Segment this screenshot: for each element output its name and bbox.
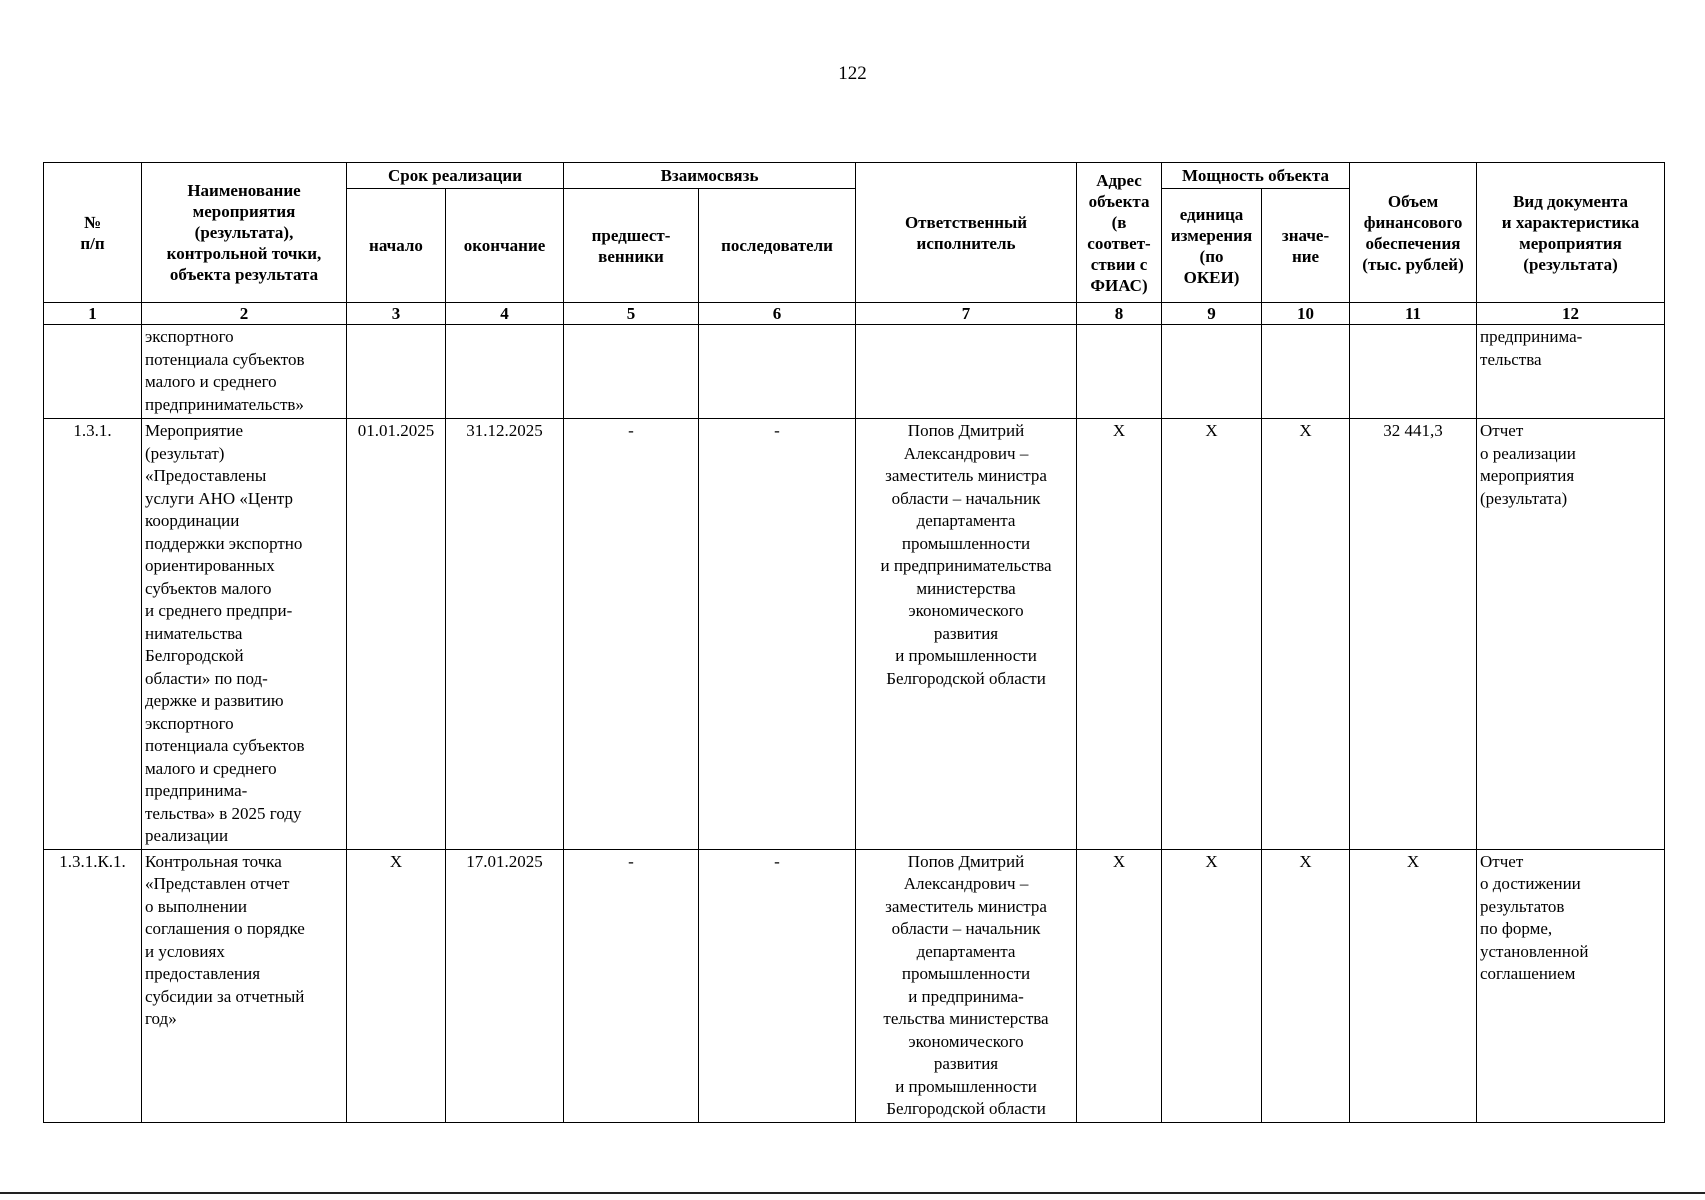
cell-doc-type: Отчет о достижении результатов по форме, установленной соглашением	[1477, 849, 1665, 1122]
cell-name: экспортного потенциала субъектов малого и среднего предпринимательств»	[142, 325, 347, 419]
header-doc-type: Вид документа и характеристика мероприятия (результата)	[1477, 163, 1665, 303]
column-number: 1	[44, 303, 142, 325]
header-link-group: Взаимосвязь	[564, 163, 856, 189]
column-number-row	[44, 303, 1665, 325]
cell-address: Х	[1077, 419, 1162, 850]
table-row	[44, 325, 1665, 419]
column-number: 5	[564, 303, 699, 325]
table-body	[44, 325, 1665, 1123]
cell-value: Х	[1262, 419, 1350, 850]
column-number: 11	[1350, 303, 1477, 325]
cell-end: 31.12.2025	[446, 419, 564, 850]
cell-end	[446, 325, 564, 419]
cell-name: Контрольная точка «Представлен отчет о выполнении соглашения о порядке и условиях предоставления субсидии за отчетный год»	[142, 849, 347, 1122]
cell-followers: -	[699, 419, 856, 850]
cell-finance: Х	[1350, 849, 1477, 1122]
cell-start	[347, 325, 446, 419]
cell-unit	[1162, 325, 1262, 419]
column-number: 9	[1162, 303, 1262, 325]
column-number: 3	[347, 303, 446, 325]
scan-edge-line	[0, 1192, 1705, 1194]
cell-predecessors: -	[564, 419, 699, 850]
cell-num	[44, 325, 142, 419]
cell-address	[1077, 325, 1162, 419]
cell-finance: 32 441,3	[1350, 419, 1477, 850]
cell-executor: Попов Дмитрий Александрович – заместитель министра области – начальник департамента промышленности и предпринимательства министерства экономического развития и промышленности Белгородской области	[856, 419, 1077, 850]
cell-finance	[1350, 325, 1477, 419]
cell-executor	[856, 325, 1077, 419]
column-number: 12	[1477, 303, 1665, 325]
column-number: 6	[699, 303, 856, 325]
column-number: 7	[856, 303, 1077, 325]
table-row	[44, 849, 1665, 1122]
cell-doc-type: предпринима- тельства	[1477, 325, 1665, 419]
header-capacity-group: Мощность объекта	[1162, 163, 1350, 189]
cell-start: 01.01.2025	[347, 419, 446, 850]
header-predecessors: предшест- венники	[564, 189, 699, 303]
column-number: 4	[446, 303, 564, 325]
cell-unit: Х	[1162, 419, 1262, 850]
cell-predecessors	[564, 325, 699, 419]
column-number: 8	[1077, 303, 1162, 325]
header-followers: последователи	[699, 189, 856, 303]
table-header	[44, 163, 1665, 325]
cell-unit: Х	[1162, 849, 1262, 1122]
cell-name: Мероприятие (результат) «Предоставлены услуги АНО «Центр координации поддержки экспортно ориентированных субъектов малого и среднего предпри- нимательства Белгородской области» по под- держке и развитию экспортного потенциала субъектов малого и среднего предпринима- тельства» в 2025 году реализации	[142, 419, 347, 850]
cell-num: 1.3.1.К.1.	[44, 849, 142, 1122]
table-row	[44, 419, 1665, 850]
cell-followers: -	[699, 849, 856, 1122]
plan-table	[43, 162, 1665, 1123]
header-value: значе- ние	[1262, 189, 1350, 303]
header-start: начало	[347, 189, 446, 303]
cell-value: Х	[1262, 849, 1350, 1122]
header-name: Наименование мероприятия (результата), контрольной точки, объекта результата	[142, 163, 347, 303]
header-address: Адрес объекта (в соответ- ствии с ФИАС)	[1077, 163, 1162, 303]
header-end: окончание	[446, 189, 564, 303]
cell-end: 17.01.2025	[446, 849, 564, 1122]
column-number: 2	[142, 303, 347, 325]
cell-num: 1.3.1.	[44, 419, 142, 850]
cell-doc-type: Отчет о реализации мероприятия (результата)	[1477, 419, 1665, 850]
cell-start: Х	[347, 849, 446, 1122]
header-unit: единица измерения (по ОКЕИ)	[1162, 189, 1262, 303]
cell-predecessors: -	[564, 849, 699, 1122]
cell-value	[1262, 325, 1350, 419]
cell-address: Х	[1077, 849, 1162, 1122]
header-executor: Ответственный исполнитель	[856, 163, 1077, 303]
column-number: 10	[1262, 303, 1350, 325]
page-number: 122	[838, 63, 867, 84]
header-term-group: Срок реализации	[347, 163, 564, 189]
header-finance: Объем финансового обеспечения (тыс. рублей)	[1350, 163, 1477, 303]
cell-followers	[699, 325, 856, 419]
cell-executor: Попов Дмитрий Александрович – заместитель министра области – начальник департамента промышленности и предпринима- тельства министерства экономического развития и промышленности Белгородской области	[856, 849, 1077, 1122]
header-num: № п/п	[44, 163, 142, 303]
